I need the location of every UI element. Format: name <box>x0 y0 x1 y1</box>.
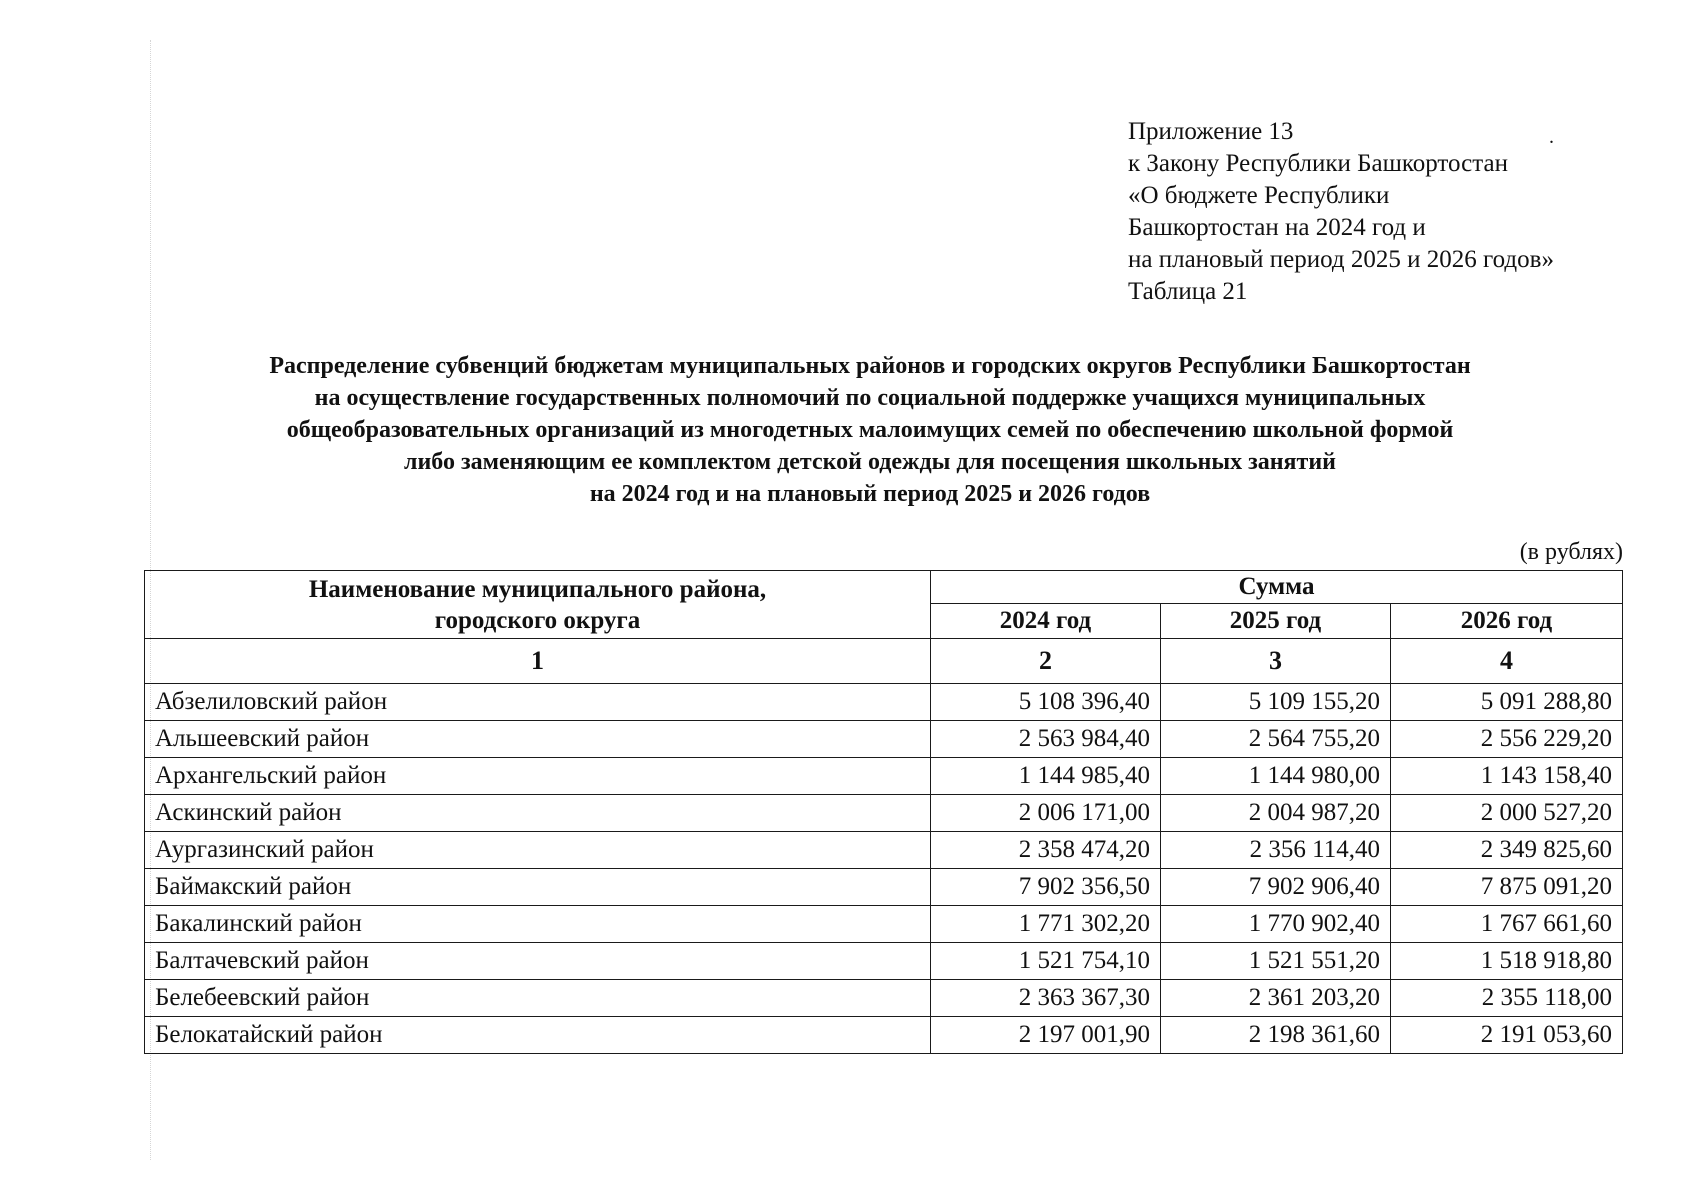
amount-2026: 2 556 229,20 <box>1391 721 1623 758</box>
sum-column-header: Сумма <box>931 571 1623 604</box>
amount-2025: 2 564 755,20 <box>1161 721 1391 758</box>
table-row <box>145 721 1623 758</box>
appendix-line: на плановый период 2025 и 2026 годов» <box>1128 246 1554 273</box>
amount-2024: 2 358 474,20 <box>931 832 1161 869</box>
subvention-table <box>144 570 1623 1054</box>
amount-2025: 2 198 361,60 <box>1161 1017 1391 1054</box>
document-title <box>140 350 1600 510</box>
amount-2026: 1 143 158,40 <box>1391 758 1623 795</box>
amount-2024: 1 144 985,40 <box>931 758 1161 795</box>
amount-2025: 2 004 987,20 <box>1161 795 1391 832</box>
name-header-line: городского округа <box>434 606 641 634</box>
table-row <box>145 980 1623 1017</box>
column-number: 2 <box>931 639 1161 684</box>
amount-2025: 2 356 114,40 <box>1161 832 1391 869</box>
table-row <box>145 869 1623 906</box>
amount-2026: 5 091 288,80 <box>1391 684 1623 721</box>
district-name: Аургазинский район <box>145 832 931 869</box>
table-row <box>145 906 1623 943</box>
table-row <box>145 758 1623 795</box>
amount-2025: 1 521 551,20 <box>1161 943 1391 980</box>
table-row <box>145 1017 1623 1054</box>
amount-2024: 7 902 356,50 <box>931 869 1161 906</box>
title-line: Распределение субвенций бюджетам муниципальных районов и городских округов Республики Башкортостан <box>269 353 1471 379</box>
table-row <box>145 795 1623 832</box>
year-2025-header: 2025 год <box>1161 604 1391 639</box>
amount-2026: 2 355 118,00 <box>1391 980 1623 1017</box>
district-name: Альшеевский район <box>145 721 931 758</box>
table-number: Таблица 21 <box>1128 278 1248 305</box>
amount-2025: 2 361 203,20 <box>1161 980 1391 1017</box>
appendix-line: Приложение 13 <box>1128 118 1294 145</box>
district-name: Балтачевский район <box>145 943 931 980</box>
district-name: Абзелиловский район <box>145 684 931 721</box>
table-row <box>145 684 1623 721</box>
title-line: на 2024 год и на плановый период 2025 и 2026 годов <box>589 481 1151 507</box>
amount-2024: 1 771 302,20 <box>931 906 1161 943</box>
amount-2025: 5 109 155,20 <box>1161 684 1391 721</box>
amount-2024: 2 363 367,30 <box>931 980 1161 1017</box>
name-column-header <box>145 571 931 639</box>
column-number: 4 <box>1391 639 1623 684</box>
appendix-line: «О бюджете Республики <box>1128 182 1390 209</box>
amount-2024: 2 563 984,40 <box>931 721 1161 758</box>
column-number: 1 <box>145 639 931 684</box>
amount-2024: 2 006 171,00 <box>931 795 1161 832</box>
appendix-note <box>1128 116 1554 308</box>
amount-2025: 7 902 906,40 <box>1161 869 1391 906</box>
year-2026-header: 2026 год <box>1391 604 1623 639</box>
units-note: (в рублях) <box>1519 539 1623 565</box>
district-name: Белебеевский район <box>145 980 931 1017</box>
amount-2024: 1 521 754,10 <box>931 943 1161 980</box>
amount-2026: 1 518 918,80 <box>1391 943 1623 980</box>
title-line: либо заменяющим ее комплектом детской одежды для посещения школьных занятий <box>404 449 1336 475</box>
district-name: Баймакский район <box>145 869 931 906</box>
amount-2026: 7 875 091,20 <box>1391 869 1623 906</box>
district-name: Бакалинский район <box>145 906 931 943</box>
appendix-line: Башкортостан на 2024 год и <box>1128 214 1426 241</box>
year-2024-header: 2024 год <box>931 604 1161 639</box>
district-name: Аскинский район <box>145 795 931 832</box>
amount-2026: 1 767 661,60 <box>1391 906 1623 943</box>
amount-2026: 2 349 825,60 <box>1391 832 1623 869</box>
amount-2024: 2 197 001,90 <box>931 1017 1161 1054</box>
title-line: общеобразовательных организаций из многодетных малоимущих семей по обеспечению школьной формой <box>286 417 1454 443</box>
amount-2025: 1 144 980,00 <box>1161 758 1391 795</box>
amount-2026: 2 000 527,20 <box>1391 795 1623 832</box>
table-row <box>145 832 1623 869</box>
table-row <box>145 943 1623 980</box>
appendix-line: к Закону Республики Башкортостан <box>1128 150 1508 177</box>
district-name: Архангельский район <box>145 758 931 795</box>
scan-speck: . <box>1549 126 1554 148</box>
district-name: Белокатайский район <box>145 1017 931 1054</box>
amount-2026: 2 191 053,60 <box>1391 1017 1623 1054</box>
title-line: на осуществление государственных полномочий по социальной поддержке учащихся муниципальных <box>314 385 1426 411</box>
name-header-line: Наименование муниципального района, <box>308 575 767 603</box>
amount-2024: 5 108 396,40 <box>931 684 1161 721</box>
amount-2025: 1 770 902,40 <box>1161 906 1391 943</box>
column-number: 3 <box>1161 639 1391 684</box>
